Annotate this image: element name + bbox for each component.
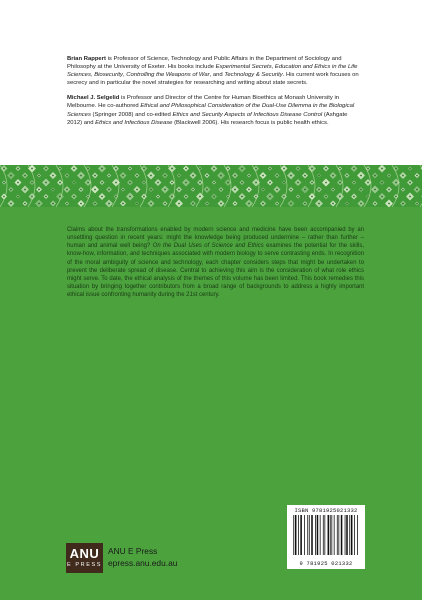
isbn-digits: 9 781925 021332 bbox=[299, 561, 353, 567]
text-run: , and bbox=[209, 72, 225, 79]
italic-title: Technology & Security bbox=[224, 72, 283, 79]
italic-title: Education and Ethics in the Life Sciences bbox=[67, 64, 358, 79]
book-blurb bbox=[67, 226, 364, 299]
author-bio-1 bbox=[67, 55, 363, 87]
logo-sub-text: E PRESS bbox=[66, 562, 103, 568]
text-run: is Professor and Director of the Centre for Human Bioethics at Monash University in Melbourne. He co-authored bbox=[67, 95, 340, 110]
text-run: , bbox=[123, 72, 127, 79]
italic-title: Ethics and Infectious Disease bbox=[95, 119, 173, 126]
isbn-barcode bbox=[287, 505, 365, 569]
bio-1-text bbox=[67, 56, 359, 86]
anu-epress-logo bbox=[66, 543, 103, 573]
author-bio-2 bbox=[67, 94, 363, 126]
publisher-name: ANU E Press bbox=[108, 546, 158, 556]
italic-title: Ethics and Security Aspects of Infectious Disease Control bbox=[172, 111, 323, 118]
decorative-pattern-band bbox=[0, 165, 422, 207]
barcode-icon bbox=[291, 515, 361, 557]
author-name-2: Michael J. Selgelid bbox=[67, 95, 120, 102]
text-run: (Blackwell 2006). His research focus is public health ethics. bbox=[172, 119, 329, 126]
italic-title: Biosecurity bbox=[94, 72, 123, 79]
text-run: . His current work focuses on secrecy and in particular the novel strategies for researching and writing about state secrets. bbox=[67, 72, 359, 87]
text-run: examines the potential for the skills, know-how, information, and techniques associated with modern biology to serve contrasting ends. In recognition of the moral ambiguity of science and technology, each chapter considers steps that might be undertaken to prevent the deliberate spread of disease. Central to achieving this aim is the consideration of what role ethics might serve. To date, the ethical analysis of the themes of this volume has been limited. This book remedies this situation by bringing together contributors from a broad range of backgrounds to address a highly important ethical issue confronting humanity during the 21st century. bbox=[67, 243, 364, 299]
text-run: (Springer 2008) and co-edited bbox=[90, 111, 173, 118]
italic-title: Experimental Secrets bbox=[215, 64, 272, 71]
decorative-pattern bbox=[0, 165, 422, 207]
author-name-1: Brian Rappert bbox=[67, 56, 106, 62]
italic-title: On the Dual Uses of Science and Ethics bbox=[152, 243, 264, 250]
text-run: , bbox=[271, 64, 275, 71]
text-run: , bbox=[90, 72, 95, 79]
logo-main-text: ANU bbox=[69, 546, 100, 561]
publisher-url[interactable]: epress.anu.edu.au bbox=[108, 558, 178, 568]
text-run: is Professor of Science, Technology and Public Affairs in the Department of Sociology and Philosophy at the University of Exeter. His books include bbox=[67, 56, 342, 71]
text-run: (Ashgate 2012) and bbox=[67, 111, 348, 126]
italic-title: Controlling the Weapons of War bbox=[126, 72, 210, 79]
author-bios bbox=[67, 55, 363, 134]
text-run: Claims about the transformations enabled by modern science and medicine have been accompanied by an unsettling question in recent years: might the knowledge being produced undermine – rather than further – human and animal well being? bbox=[67, 227, 364, 250]
italic-title: Ethical and Philosophical Consideration of the Dual-Use Dilemma in the Biological Sciences bbox=[67, 103, 355, 118]
isbn-label: ISBN 9781925021332 bbox=[294, 507, 358, 514]
